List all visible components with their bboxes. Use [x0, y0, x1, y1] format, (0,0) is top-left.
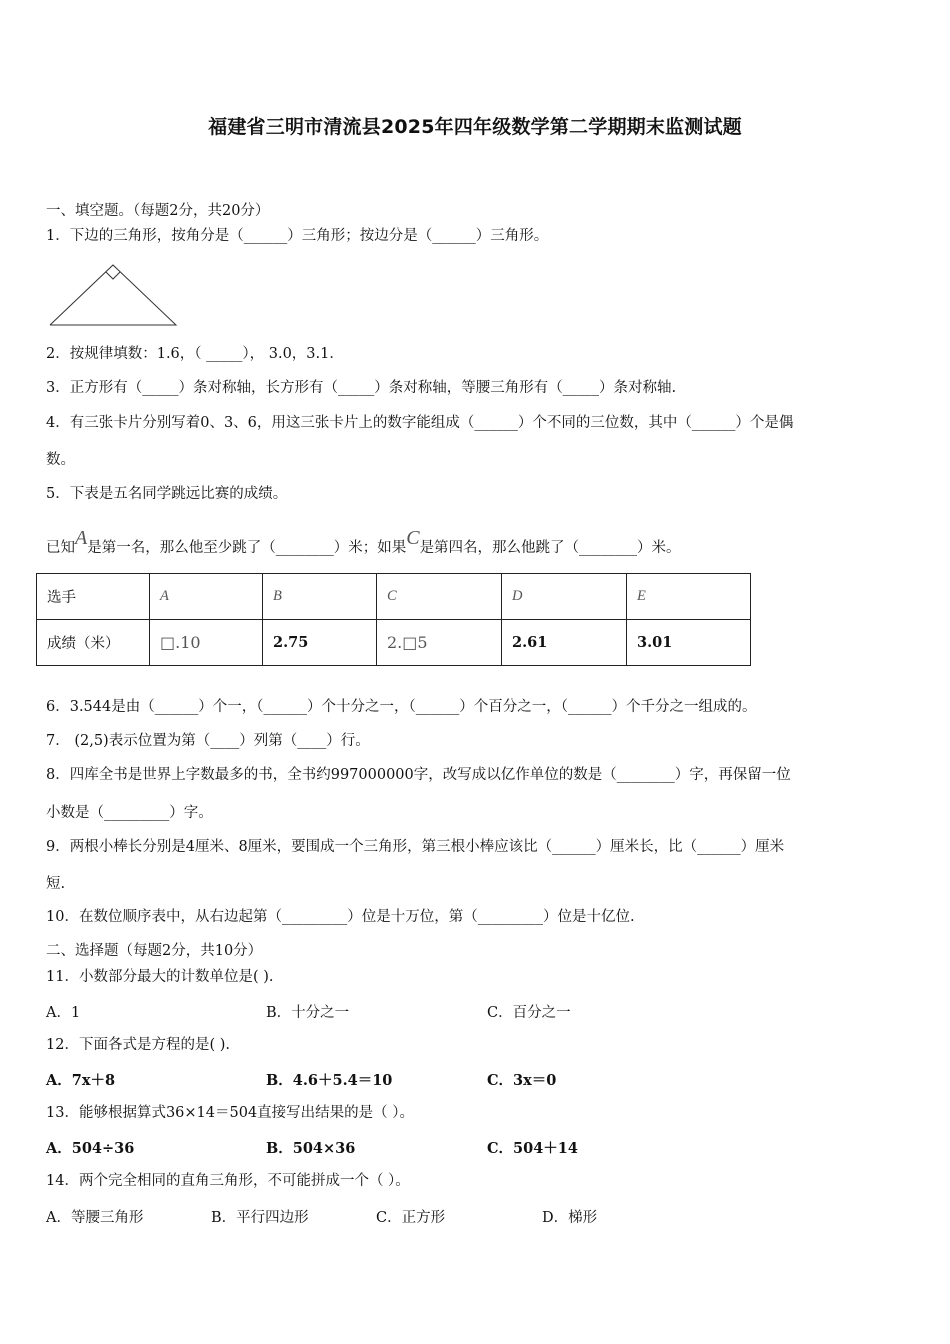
question-8-line-1: 8．四库全书是世界上字数最多的书，全书约997000000字，改写成以亿作单位的数是（________）字，再保留一位 — [46, 767, 791, 783]
section-fill-in-heading: 一、填空题。（每题2分，共20分） — [46, 203, 270, 219]
table-cell: 3.01 — [627, 620, 751, 666]
table-cell: □.10 — [150, 620, 263, 666]
question-13: 13．能够根据算式36×14＝504直接写出结果的是（ ）。 — [46, 1105, 415, 1121]
q11-option-a: A．1 — [46, 1005, 81, 1021]
table-cell: 2.61 — [502, 620, 627, 666]
q13-option-c: C．504＋14 — [487, 1140, 578, 1157]
question-5-sentence — [46, 528, 681, 558]
q5-text-part-2: 是第一名，那么他至少跳了（________）米；如果 — [87, 540, 407, 556]
table-header-cell: D — [502, 574, 627, 620]
q11-option-c: C．百分之一 — [487, 1005, 571, 1021]
q13-option-a: A．504÷36 — [46, 1140, 135, 1157]
table-row-label: 成绩（米） — [37, 620, 150, 666]
question-14: 14．两个完全相同的直角三角形，不可能拼成一个（ ）。 — [46, 1173, 410, 1189]
question-12: 12．下面各式是方程的是( ). — [46, 1037, 230, 1053]
q12-option-a: A．7x＋8 — [46, 1072, 116, 1089]
question-3: 3．正方形有（_____）条对称轴，长方形有（_____）条对称轴，等腰三角形有（_____）条对称轴. — [46, 380, 677, 396]
q14-option-a: A．等腰三角形 — [46, 1210, 144, 1226]
table-header-cell: C — [377, 574, 502, 620]
question-9-line-1: 9．两根小棒长分别是4厘米、8厘米，要围成一个三角形，第三根小棒应该比（______）厘米长，比（______）厘米 — [46, 839, 785, 855]
table-header-cell: B — [263, 574, 377, 620]
table-row — [37, 620, 751, 666]
q12-option-b: B．4.6＋5.4＝10 — [266, 1072, 393, 1089]
q14-option-b: B．平行四边形 — [211, 1210, 309, 1226]
question-7: 7． (2,5)表示位置为第（____）列第（____）行。 — [46, 733, 370, 749]
q5-text-part-1: 已知 — [46, 540, 75, 556]
q5-text-part-3: 是第四名，那么他跳了（________）米。 — [419, 540, 681, 556]
question-11: 11．小数部分最大的计数单位是( ). — [46, 969, 274, 985]
q5-variable-c: C — [406, 527, 420, 549]
q14-option-d: D．梯形 — [542, 1210, 598, 1226]
section-choice-heading: 二、选择题（每题2分，共10分） — [46, 943, 263, 959]
score-table — [36, 573, 751, 666]
question-5: 5．下表是五名同学跳远比赛的成绩。 — [46, 486, 288, 502]
question-4-line-1: 4．有三张卡片分别写着0、3、6，用这三张卡片上的数字能组成（______）个不同的三位数，其中（______）个是偶 — [46, 415, 794, 431]
question-9-line-2: 短. — [46, 876, 66, 892]
table-header-cell: A — [150, 574, 263, 620]
page-title: 福建省三明市清流县2025年四年级数学第二学期期末监测试题 — [208, 116, 742, 138]
question-8-line-2: 小数是（_________）字。 — [46, 805, 213, 821]
question-1: 1．下边的三角形，按角分是（______）三角形；按边分是（______）三角形。 — [46, 228, 549, 244]
q5-variable-a: A — [75, 527, 88, 549]
table-header-cell: 选手 — [37, 574, 150, 620]
q11-option-b: B．十分之一 — [266, 1005, 350, 1021]
table-header-cell: E — [627, 574, 751, 620]
right-triangle-figure — [48, 262, 180, 330]
table-header-row — [37, 574, 751, 620]
question-4-line-2: 数。 — [46, 452, 75, 468]
q14-option-c: C．正方形 — [376, 1210, 446, 1226]
q13-option-b: B．504×36 — [266, 1140, 356, 1157]
question-10: 10．在数位顺序表中，从右边起第（_________）位是十万位，第（_________）位是十亿位. — [46, 909, 635, 925]
question-6: 6．3.544是由（______）个一，（______）个十分之一，（______）个百分之一，（______）个千分之一组成的。 — [46, 699, 757, 715]
q12-option-c: C．3x＝0 — [487, 1072, 557, 1089]
table-cell: 2.□5 — [377, 620, 502, 666]
question-2: 2．按规律填数：1.6，（ _____）， 3.0，3.1． — [46, 346, 344, 362]
table-cell: 2.75 — [263, 620, 377, 666]
